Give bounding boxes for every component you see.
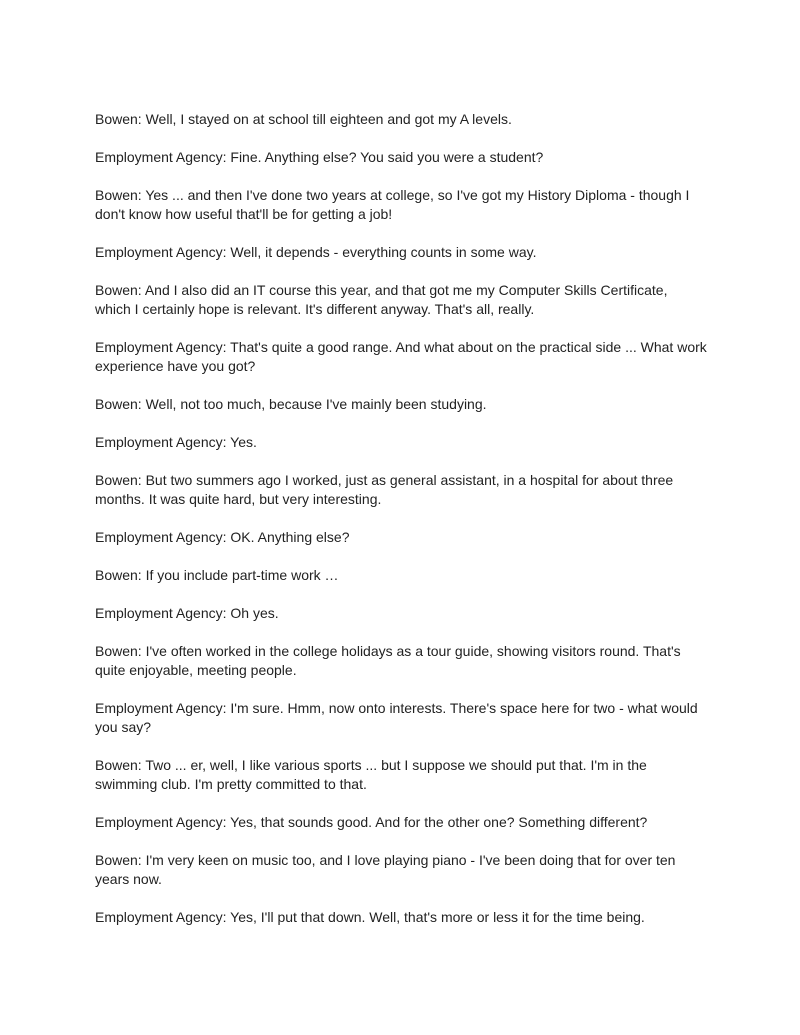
dialogue-line: Bowen: And I also did an IT course this year, and that got me my Computer Skills Certificate, which I certainly hope is relevant. It's different anyway. That's all, really. — [95, 282, 668, 317]
dialogue-line: Employment Agency: Fine. Anything else? You said you were a student? — [95, 149, 544, 165]
dialogue-line: Bowen: If you include part-time work … — [95, 567, 339, 583]
dialogue-line: Employment Agency: Yes, I'll put that down. Well, that's more or less it for the time being. — [95, 909, 645, 925]
dialogue-transcript — [95, 110, 707, 946]
dialogue-line: Bowen: Well, I stayed on at school till eighteen and got my A levels. — [95, 111, 512, 127]
dialogue-line: Employment Agency: Well, it depends - everything counts in some way. — [95, 244, 537, 260]
dialogue-line: Bowen: I've often worked in the college holidays as a tour guide, showing visitors round. That's quite enjoyable, meeting people. — [95, 643, 681, 678]
dialogue-line: Employment Agency: Yes, that sounds good. And for the other one? Something different? — [95, 814, 648, 830]
dialogue-line: Employment Agency: I'm sure. Hmm, now onto interests. There's space here for two - what would you say? — [95, 700, 698, 735]
dialogue-line: Bowen: Well, not too much, because I've mainly been studying. — [95, 396, 487, 412]
dialogue-line: Bowen: Yes ... and then I've done two years at college, so I've got my History Diploma - though I don't know how useful that'll be for getting a job! — [95, 187, 690, 222]
dialogue-line: Employment Agency: Yes. — [95, 434, 257, 450]
dialogue-line: Bowen: But two summers ago I worked, just as general assistant, in a hospital for about three months. It was quite hard, but very interesting. — [95, 472, 674, 507]
dialogue-line: Employment Agency: Oh yes. — [95, 605, 279, 621]
dialogue-line: Employment Agency: OK. Anything else? — [95, 529, 350, 545]
dialogue-line: Bowen: Two ... er, well, I like various sports ... but I suppose we should put that. I'm in the swimming club. I'm pretty committed to that. — [95, 757, 647, 792]
dialogue-line: Bowen: I'm very keen on music too, and I love playing piano - I've been doing that for over ten years now. — [95, 852, 676, 887]
dialogue-line: Employment Agency: That's quite a good range. And what about on the practical side ... What work experience have you got? — [95, 339, 707, 374]
